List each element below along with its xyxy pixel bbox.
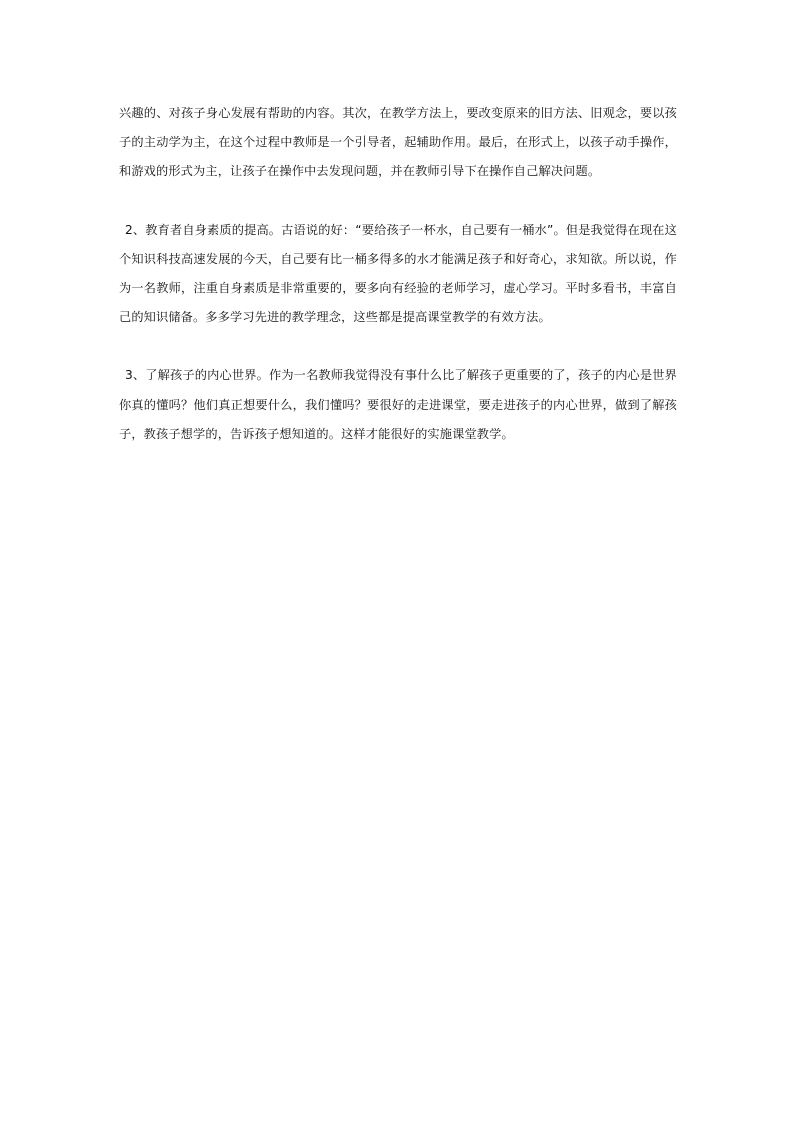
paragraph-continuation: 兴趣的、对孩子身心发展有帮助的内容。其次，在教学方法上，要改变原来的旧方法、旧观念，要以孩子的主动学为主，在这个过程中教师是一个引导者，起辅助作用。最后，在形式上，以孩子动手操作，和游戏的形式为主，让孩子在操作中去发现问题，并在教师引导下在操作自己解决问题。 — [119, 106, 677, 179]
document-body — [119, 99, 677, 449]
paragraph-gap — [119, 187, 677, 216]
paragraph-gap — [119, 332, 677, 361]
paragraph-child-inner-world: 3、了解孩子的内心世界。作为一名教师我觉得没有事什么比了解孩子更重要的了，孩子的内心是世界你真的懂吗？他们真正想要什么，我们懂吗？要很好的走进课堂，要走进孩子的内心世界，做到了解孩子，教孩子想学的，告诉孩子想知道的。这样才能很好的实施课堂教学。 — [119, 368, 677, 441]
paragraph-teacher-quality: 2、教育者自身素质的提高。古语说的好：“要给孩子一杯水，自己要有一桶水”。但是我觉得在现在这个知识科技高速发展的今天，自己要有比一桶多得多的水才能满足孩子和好奇心，求知欲。所以说，作为一名教师，注重自身素质是非常重要的，要多向有经验的老师学习，虚心学习。平时多看书，丰富自己的知识储备。多多学习先进的教学理念，这些都是提高课堂教学的有效方法。 — [119, 222, 677, 325]
